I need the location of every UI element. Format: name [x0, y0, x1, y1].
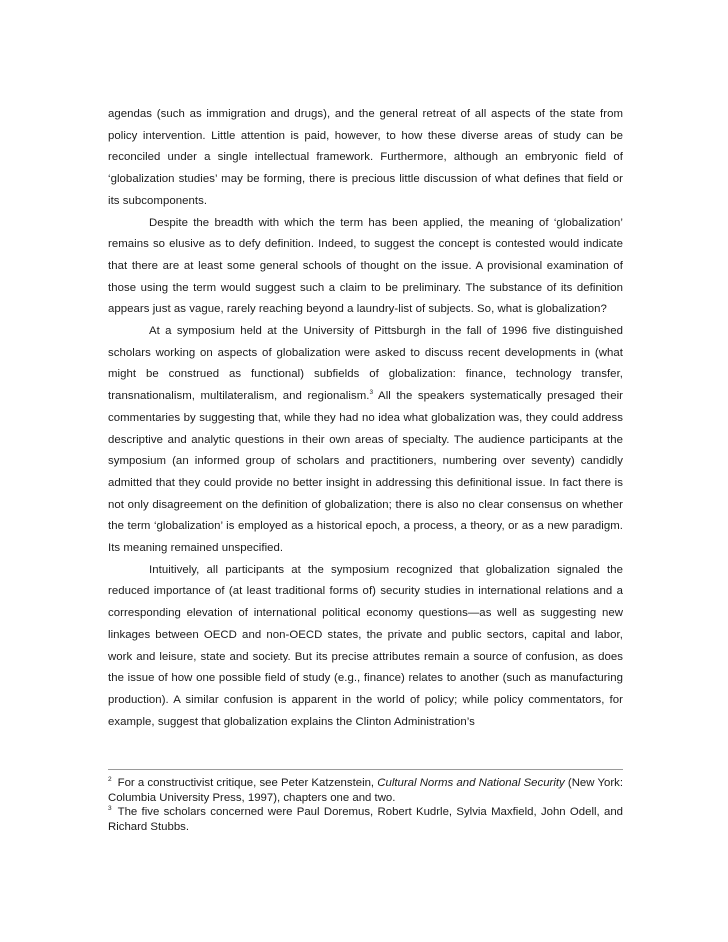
footnotes	[108, 776, 623, 834]
footnote-3	[108, 805, 623, 834]
footnote-2-text-before: For a constructivist critique, see Peter Katzenstein,	[117, 777, 378, 789]
paragraph-3	[108, 321, 623, 560]
footnote-reference-3[interactable]: 3	[369, 389, 374, 397]
footnote-2	[108, 776, 623, 805]
paragraph-3-text-before-ref: At a symposium held at the University of Pittsburgh in the fall of 1996 five distinguished scholars working on aspects of globalization were asked to discuss recent developments in (what might be construed as functional) subfields of globalization: finance, technology transfer, transnationalism, multilateralism, and regionalism.	[108, 325, 623, 403]
footnote-2-text-after: (New York: Columbia University Press, 1997), chapters one and two.	[108, 777, 623, 804]
paragraph-4: Intuitively, all participants at the symposium recognized that globalization signaled the reduced importance of (at least traditional forms of) security studies in international relations and a corresponding elevation of international political economy questions—as well as suggesting new linkages between OECD and non-OECD states, the private and public sectors, capital and labor, work and leisure, state and society. But its precise attributes remain a source of confusion, as does the issue of how one possible field of study (e.g., finance) relates to another (such as manufacturing production). A similar confusion is apparent in the world of policy; while policy commentators, for example, suggest that globalization explains the Clinton Administration’s	[108, 563, 623, 728]
footnote-3-text: The five scholars concerned were Paul Doremus, Robert Kudrle, Sylvia Maxfield, John Odell, and Richard Stubbs.	[108, 806, 623, 833]
footnote-divider	[108, 769, 623, 770]
footnote-3-mark: 3	[108, 805, 112, 813]
footnote-2-book-title: Cultural Norms and National Security	[377, 777, 565, 789]
footnote-2-mark: 2	[108, 776, 112, 783]
body-text	[108, 104, 623, 733]
paragraph-2: Despite the breadth with which the term has been applied, the meaning of ‘globalization’ remains so elusive as to defy definition. Indeed, to suggest the concept is contested would indicate that there are at least some general schools of thought on the issue. A provisional examination of those using the term would suggest such a claim to be preliminary. The substance of its definition appears just as vague, rarely reaching beyond a laundry-list of subjects. So, what is globalization?	[108, 216, 623, 316]
paragraph-1: agendas (such as immigration and drugs), and the general retreat of all aspects of the state from policy intervention. Little attention is paid, however, to how these diverse areas of study can be reconciled under a single intellectual framework. Furthermore, although an embryonic field of ‘globalization studies’ may be forming, there is precious little discussion of what defines that field or its subcomponents.	[108, 108, 623, 207]
paragraph-3-text-after-ref: All the speakers systematically presaged their commentaries by suggesting that, while they had no idea what globalization was, they could address descriptive and analytic questions in their own areas of specialty. The audience participants at the symposium (an informed group of scholars and practitioners, numbering over seventy) candidly admitted that they could provide no better insight in addressing this definitional issue. In fact there is not only disagreement on the definition of globalization; there is also no clear consensus on whether the term ‘globalization’ is employed as a historical epoch, a process, a theory, or as a new paradigm. Its meaning remained unspecified.	[108, 390, 624, 555]
